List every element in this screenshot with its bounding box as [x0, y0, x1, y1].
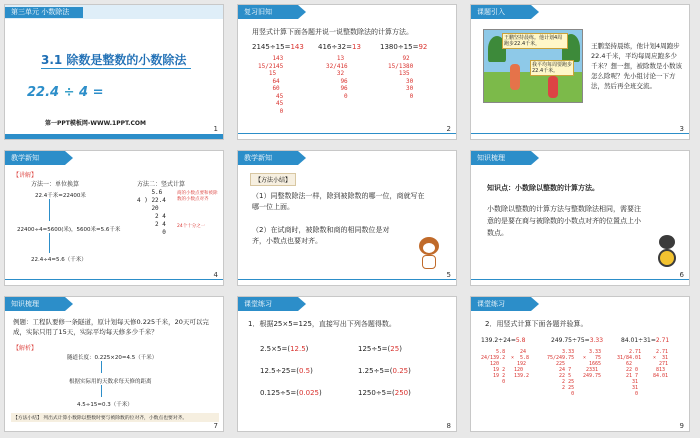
- answer-item-1: 2.5×5=(12.5): [260, 345, 309, 353]
- example-text: 例题：工程队要修一条隧道，原计划每天修0.225千米，20天可以完成，实际只用了15天，实际平均每天修多少千米？: [13, 318, 209, 336]
- method-tip: 【方法小结】 列出式计算小数除以整数时要与被除数的位对齐，小数点也要对齐。: [11, 413, 219, 422]
- verify-3: 2.71 × 31 271 813 84.01: [653, 349, 669, 379]
- problem-3: 84.01÷31=2.71: [621, 337, 670, 344]
- section-tag: 课题引入: [471, 5, 531, 19]
- long-division-2: 13 32/416 32 96 96 0: [326, 55, 348, 100]
- divide-sign: ÷: [63, 85, 75, 100]
- section-tag: 复习旧知: [238, 5, 298, 19]
- summary-box-label: 【方法小结】: [250, 173, 296, 186]
- bottom-rule: [238, 279, 456, 280]
- knowledge-body: 小数除以整数的计算方法与整数除法相同，需要注意的是要在商与被除数的小数点对齐的位置点上小数点。: [487, 205, 641, 237]
- bee-mascot: [653, 235, 681, 271]
- question: 1．根据25×5=125，直接写出下列各题得数。: [248, 320, 396, 328]
- long-division-1: 143 15/2145 15 64 60 45 45 0: [258, 55, 284, 115]
- section-tag: 教学新知: [238, 151, 298, 165]
- long-division: 5.6 4 ) 22.4 20 2 4 2 4 0: [137, 189, 166, 236]
- bottom-rule: [5, 279, 223, 280]
- dog-mascot: [414, 235, 444, 273]
- footer-text: 第一PPT模板网-WWW.1PPT.COM: [45, 120, 146, 127]
- summary-point-2: （2）在试商时，被除数和商的相同数位是对齐，小数点也要对齐。: [252, 226, 390, 245]
- bottom-bar: [5, 134, 223, 139]
- runner-figure: [510, 64, 520, 90]
- flow-step-2: 根据实际用的天数求每天修的距离: [69, 379, 152, 385]
- slide-thumbnail-3[interactable]: [470, 4, 690, 140]
- method-two-title: 方法二：竖式计算: [137, 181, 186, 188]
- verify-1: 24 × 5.8 192 120 139.2: [511, 349, 530, 379]
- slide-number: 4: [213, 271, 218, 279]
- flow-arrow-2: [101, 385, 102, 397]
- slide-thumbnail-2[interactable]: [237, 4, 457, 140]
- bottom-rule: [238, 133, 456, 134]
- problem-1: 2145÷15=143: [252, 43, 304, 51]
- answer-item-6: 1250÷5=(250): [358, 389, 411, 397]
- section-tag: 课堂练习: [471, 297, 531, 311]
- speech-bubble-2: 我平均每周要跑步22.4千米。: [532, 62, 573, 74]
- lesson-title: 3.1 除数是整数的小数除法: [41, 53, 187, 67]
- problem-2: 249.75÷75=3.33: [551, 337, 604, 344]
- slide-number: 5: [446, 271, 451, 279]
- answer-item-4: 1.25÷5=(0.25): [358, 367, 411, 375]
- long-division-2: 3.33 75/249.75 225 24 7 22 5 2 25 2 25 0: [547, 349, 575, 397]
- slide-number: 8: [446, 422, 451, 430]
- down-arrow-2: [49, 233, 50, 253]
- slide-number: 9: [679, 422, 684, 430]
- slide-thumbnail-5[interactable]: [237, 150, 457, 286]
- slide-number: 6: [679, 271, 684, 279]
- answer-item-5: 0.125÷5=(0.025): [260, 389, 322, 397]
- title-underline: [41, 68, 191, 69]
- unit-tab: 第三单元 小数除法: [5, 7, 83, 18]
- summary-point-1: （1）同整数除法一样，除到被除数的哪一位，商就写在哪一位上面。: [252, 192, 425, 211]
- slide-thumbnail-9[interactable]: [470, 296, 690, 432]
- coach-figure: [548, 76, 558, 98]
- knowledge-point: 知识点：小数除以整数的计算方法。: [487, 184, 599, 192]
- story-text: 王鹏坚持晨练，他计划4周跑步22.4千米，平均每周应跑多少千米？想一想，被除数是小数该怎么除呢？先小组讨论一下方法，然后再全班交流。: [591, 42, 682, 90]
- slide-number: 7: [213, 422, 218, 430]
- story-illustration: [483, 29, 583, 103]
- note-tenths: 24个十分之一: [177, 224, 206, 229]
- analysis-label: 【解析】: [13, 345, 38, 352]
- dividend: 22.4: [27, 85, 60, 100]
- long-division-1: 5.8 24/139.2 120 19 2 19 2 0: [481, 349, 506, 385]
- slide-thumbnail-4[interactable]: [4, 150, 224, 286]
- method-one-title: 方法一：单位换算: [31, 181, 80, 188]
- note-decimal-align: 商的小数点要和被除数的小数点对齐: [177, 191, 218, 202]
- section-tag: 知识梳理: [5, 297, 65, 311]
- problem-3: 1380÷15=92: [380, 43, 428, 51]
- slide-thumbnail-1[interactable]: [4, 4, 224, 140]
- answer-item-3: 12.5÷25=(0.5): [260, 367, 313, 375]
- bottom-rule: [471, 279, 689, 280]
- instruction: 用竖式计算下面各题并说一说整数除法的计算方法。: [252, 28, 413, 36]
- answer-item-2: 125÷5=(25): [358, 345, 402, 353]
- slide-thumbnail-8[interactable]: [237, 296, 457, 432]
- section-tag: 知识梳理: [471, 151, 531, 165]
- slide-number: 1: [213, 125, 218, 133]
- equals-sign: =: [92, 85, 104, 100]
- section-tag: 课堂练习: [238, 297, 298, 311]
- problem-2: 416÷32=13: [318, 43, 361, 51]
- slide-number: 2: [446, 125, 451, 133]
- long-division-3: 2.71 31/84.01 62 22 0 21 7 31 31 0: [617, 349, 642, 397]
- verify-2: 3.33 × 75 1665 2331 249.75: [583, 349, 602, 379]
- flow-step-1: 隧道长度：0.225×20=4.5（千米）: [67, 355, 158, 361]
- section-tag: 教学新知: [5, 151, 65, 165]
- explain-label: 【讲解】: [13, 172, 38, 179]
- conversion-2: 22400÷4=5600(米)，5600米=5.6千米: [17, 227, 121, 233]
- flow-arrow-1: [101, 361, 102, 373]
- slide-thumbnail-6[interactable]: [470, 150, 690, 286]
- question: 2．用竖式计算下面各题并验算。: [485, 320, 588, 328]
- conversion-1: 22.4千米=22400米: [35, 193, 86, 199]
- long-division-3: 92 15/1380 135 30 30 0: [388, 55, 414, 100]
- slide-number: 3: [679, 125, 684, 133]
- conversion-result: 22.4÷4=5.6（千米）: [31, 257, 87, 263]
- divisor: 4: [79, 85, 89, 100]
- down-arrow-1: [49, 199, 50, 221]
- flow-step-3: 4.5÷15=0.3（千米）: [77, 402, 133, 408]
- slide-thumbnail-7[interactable]: [4, 296, 224, 432]
- problem-1: 139.2÷24=5.8: [481, 337, 526, 344]
- expression: [27, 85, 104, 100]
- speech-bubble-1: 王鹏坚持晨练。他计划4周跑步22.4千米，: [502, 33, 568, 49]
- bottom-rule: [471, 133, 689, 134]
